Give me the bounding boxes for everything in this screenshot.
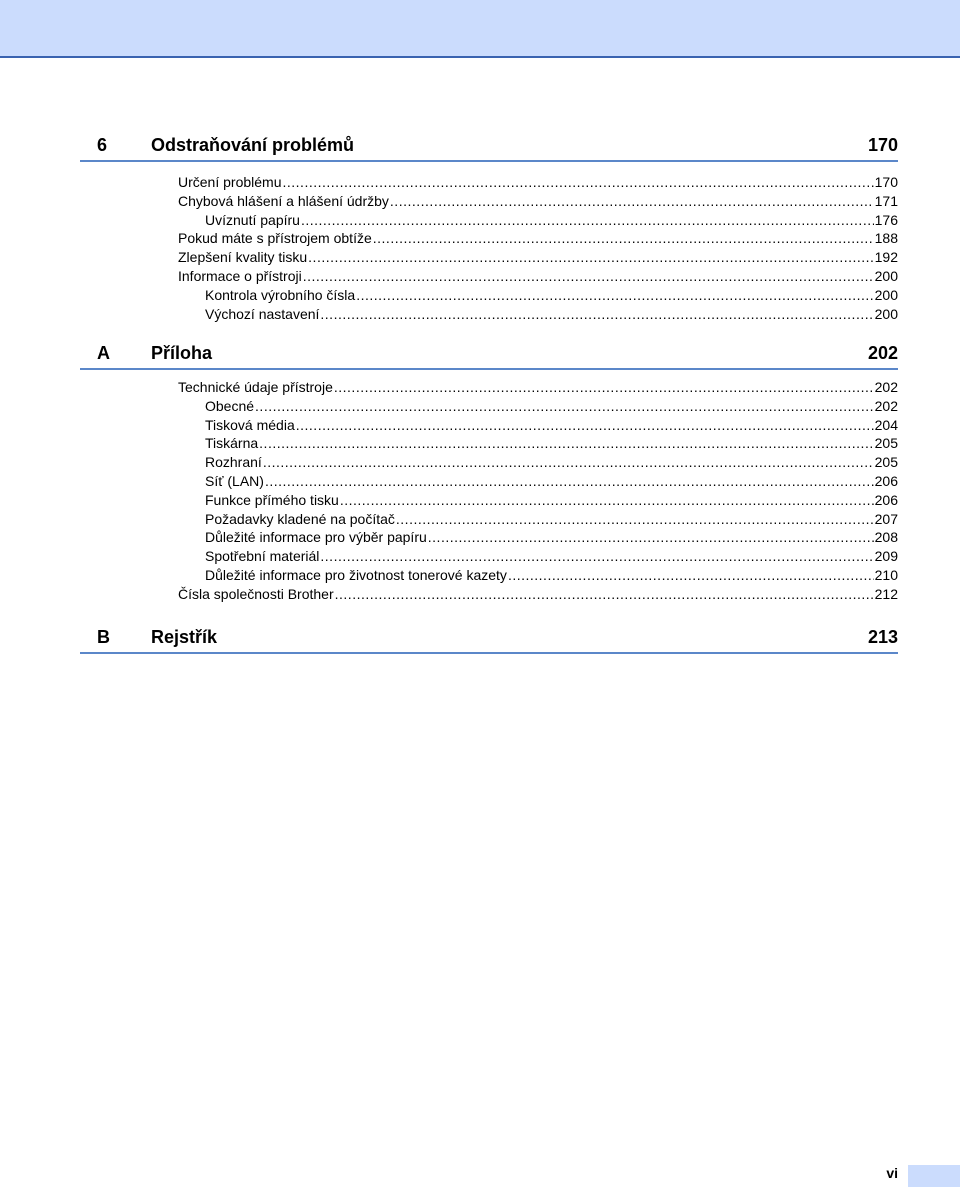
- chapter-page-number: 213: [867, 627, 898, 647]
- footer-tab: [908, 1165, 960, 1187]
- dot-leader: [303, 267, 874, 286]
- dot-leader: [296, 416, 874, 435]
- toc-entry[interactable]: [178, 192, 898, 211]
- toc-entry-page: 202: [874, 379, 898, 395]
- toc-entry-page: 206: [874, 491, 898, 508]
- toc-entry[interactable]: [205, 472, 898, 491]
- toc-entry-title: Důležité informace pro životnost tonerové kazety: [205, 567, 507, 583]
- toc-entry[interactable]: [205, 434, 898, 453]
- dot-leader: [265, 472, 874, 491]
- toc-entry-page: 209: [874, 548, 898, 565]
- toc-entry[interactable]: [178, 229, 898, 248]
- page-number-label: vi: [886, 1165, 898, 1181]
- toc-entry-title: Zlepšení kvality tisku: [178, 249, 308, 266]
- toc-entry[interactable]: [205, 566, 898, 585]
- chapter-heading[interactable]: [80, 134, 898, 162]
- toc-entry-title: Rozhraní: [205, 454, 262, 471]
- toc-entry[interactable]: [178, 267, 898, 286]
- header-banner: [0, 0, 960, 58]
- toc-entry[interactable]: [205, 211, 898, 230]
- dot-leader: [428, 528, 874, 547]
- dot-leader: [320, 305, 873, 324]
- toc-entry[interactable]: [205, 510, 898, 529]
- toc-entry-page: 204: [874, 416, 898, 433]
- dot-leader: [263, 453, 874, 472]
- toc-entry[interactable]: [205, 528, 898, 547]
- toc-entry-page: 202: [874, 397, 898, 414]
- dot-leader: [508, 566, 874, 585]
- toc-entry-title: Spotřební materiál: [205, 548, 320, 565]
- toc-entry-title: Určení problému: [178, 174, 282, 190]
- chapter-title: Rejstřík: [151, 627, 218, 647]
- toc-entry-title: Požadavky kladené na počítač: [205, 510, 395, 527]
- dot-leader: [308, 248, 873, 267]
- dot-leader: [334, 378, 874, 397]
- toc-entry-page: 207: [874, 510, 898, 527]
- chapter-heading[interactable]: [80, 342, 898, 370]
- toc-entry[interactable]: [205, 416, 898, 435]
- dot-leader: [301, 211, 874, 230]
- dot-leader: [259, 434, 873, 453]
- toc-entry[interactable]: [205, 305, 898, 324]
- dot-leader: [255, 397, 874, 416]
- chapter-number: B: [97, 627, 110, 647]
- dot-leader: [320, 547, 873, 566]
- chapter-title: Odstraňování problémů: [151, 135, 355, 155]
- toc-entry-title: Tiskárna: [205, 435, 259, 452]
- toc-entry-title: Funkce přímého tisku: [205, 491, 339, 508]
- toc-entry[interactable]: [178, 378, 898, 397]
- toc-entry[interactable]: [205, 491, 898, 510]
- dot-leader: [340, 491, 874, 510]
- toc-entry-title: Síť (LAN): [205, 473, 264, 489]
- dot-leader: [373, 229, 874, 248]
- toc-entry-page: 171: [874, 192, 898, 209]
- dot-leader: [283, 173, 874, 192]
- chapter-page-number: 202: [867, 343, 898, 363]
- toc-entry-page: 200: [874, 305, 898, 322]
- toc-entry-title: Obecné: [205, 397, 255, 414]
- toc-entry-page: 206: [874, 473, 898, 489]
- chapter-title: Příloha: [151, 343, 213, 363]
- toc-entry-title: Informace o přístroji: [178, 268, 302, 284]
- toc-entry-title: Tisková média: [205, 416, 295, 433]
- toc-entry[interactable]: [205, 453, 898, 472]
- toc-entry-page: 176: [874, 211, 898, 228]
- toc-entry-title: Technické údaje přístroje: [178, 379, 333, 395]
- toc-entry-page: 208: [874, 529, 898, 546]
- toc-entry-title: Pokud máte s přístrojem obtíže: [178, 230, 372, 247]
- toc-entry[interactable]: [205, 286, 898, 305]
- toc-entry-title: Kontrola výrobního čísla: [205, 286, 356, 303]
- dot-leader: [356, 286, 873, 305]
- toc-entry-page: 205: [874, 454, 898, 471]
- toc-entry-page: 188: [874, 230, 898, 247]
- toc-entry-title: Uvíznutí papíru: [205, 211, 300, 228]
- chapter-number: A: [97, 343, 110, 363]
- toc-entry-page: 170: [874, 174, 898, 190]
- toc-entry-page: 200: [874, 286, 898, 303]
- toc-entry[interactable]: [205, 397, 898, 416]
- dot-leader: [335, 585, 874, 604]
- dot-leader: [396, 510, 874, 529]
- chapter-number: 6: [97, 135, 108, 155]
- toc-entry-title: Výchozí nastavení: [205, 305, 320, 322]
- toc-entry-page: 210: [874, 567, 898, 583]
- toc-entry[interactable]: [178, 585, 898, 604]
- toc-entry-page: 212: [874, 585, 898, 602]
- dot-leader: [390, 192, 874, 211]
- toc-entry-title: Důležité informace pro výběr papíru: [205, 529, 427, 546]
- chapter-page-number: 170: [867, 135, 898, 155]
- chapter-heading[interactable]: [80, 626, 898, 654]
- toc-entry[interactable]: [178, 248, 898, 267]
- toc-entry[interactable]: [205, 547, 898, 566]
- toc-entry-page: 205: [874, 435, 898, 452]
- toc-entry-page: 200: [874, 268, 898, 284]
- toc-entry-title: Chybová hlášení a hlášení údržby: [178, 192, 389, 209]
- toc-entry[interactable]: [178, 173, 898, 192]
- toc-entry-page: 192: [874, 249, 898, 266]
- toc-entry-title: Čísla společnosti Brother: [178, 585, 334, 602]
